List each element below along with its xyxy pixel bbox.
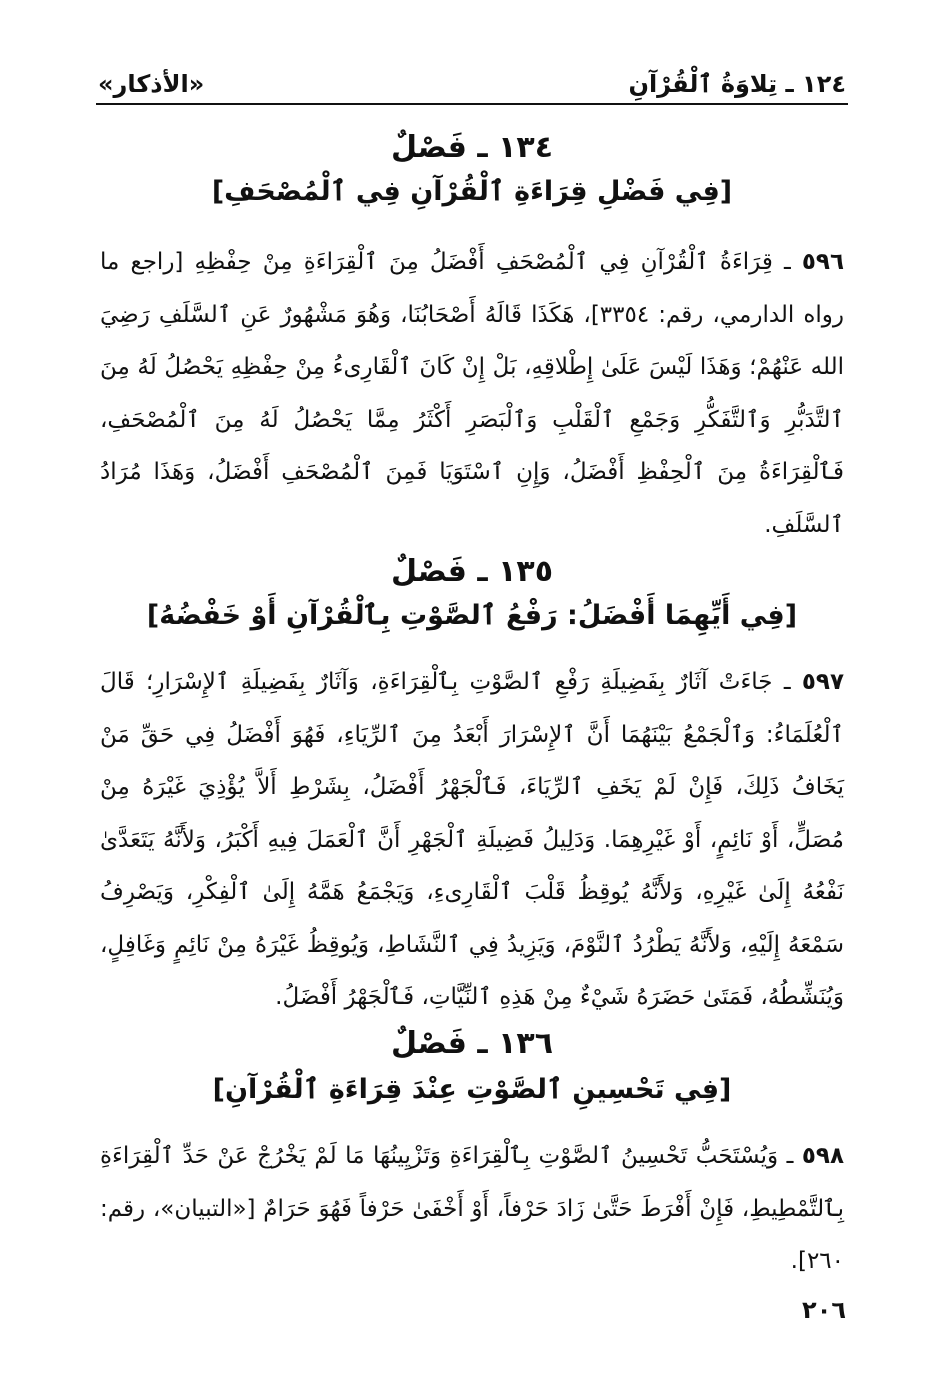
page-number: ٢٠٦ — [802, 1296, 846, 1324]
header-divider — [96, 103, 848, 105]
paragraph-596 — [100, 236, 844, 551]
paragraph-text: ـ جَاءَتْ آثَارٌ بِفَضِيلَةِ رَفْعِ ٱلصَّوْتِ بِٱلْقِرَاءَةِ، وَآثَارٌ بِفَضِيلَةِ ٱلإِسْرَارِ؛ قَالَ ٱلْعُلَمَاءُ: وَٱلْجَمْعُ بَيْنَهُمَا أَنَّ ٱلإِسْرَارَ أَبْعَدُ مِنَ ٱلرِّيَاءِ، فَهُوَ أَفْضَلُ فِي حَقِّ مَنْ يَخَافُ ذَلِكَ، فَإِنْ لَمْ يَخَفِ ٱلرِّيَاءَ، فَٱلْجَهْرُ أَفْضَلُ، بِشَرْطِ أَلاَّ يُؤْذِيَ غَيْرَهُ مِنْ مُصَلٍّ، أَوْ نَائِمٍ، أَوْ غَيْرِهِمَا. وَدَلِيلُ فَضِيلَةِ ٱلْجَهْرِ أَنَّ ٱلْعَمَلَ فِيهِ أَكْبَرُ، وَلأَنَّهُ يَتَعَدَّىٰ نَفْعُهُ إِلَىٰ غَيْرِهِ، وَلأَنَّهُ يُوقِظُ قَلْبَ ٱلْقَارِىءِ، وَيَجْمَعُ هَمَّهُ إِلَىٰ ٱلْفِكْرِ، وَيَصْرِفُ سَمْعَهُ إِلَيْهِ، وَلأَنَّهُ يَطْرُدُ ٱلنَّوْمَ، وَيَزِيدُ فِي ٱلنَّشَاطِ، وَيُوقِظُ غَيْرَهُ مِنْ نَائِمٍ وَغَافِلٍ، وَيُنَشِّطُهُ، فَمَتَىٰ حَضَرَهُ شَيْءٌ مِنْ هَذِهِ ٱلنِّيَّاتِ، فَٱلْجَهْرُ أَفْضَلُ. — [100, 669, 844, 1010]
paragraph-597 — [100, 656, 844, 1024]
paragraph-number: ٥٩٧ — [801, 669, 844, 695]
section-134-title: ١٣٤ ـ فَصْلٌ — [390, 130, 554, 165]
section-134-subtitle: [فِي فَضْلِ قِرَاءَةِ ٱلْقُرْآنِ فِي ٱلْمُصْحَفِ] — [211, 176, 733, 207]
section-136-title: ١٣٦ ـ فَصْلٌ — [390, 1026, 554, 1061]
section-135-subtitle: [فِي أَيِّهِمَا أَفْضَلُ: رَفْعُ ٱلصَّوْتِ بِٱلْقُرْآنِ أَوْ خَفْضُهُ] — [146, 600, 798, 631]
running-header — [98, 66, 846, 102]
paragraph-598 — [100, 1130, 844, 1288]
section-135-title: ١٣٥ ـ فَصْلٌ — [390, 554, 554, 589]
paragraph-text: ـ قِرَاءَةُ ٱلْقُرْآنِ فِي ٱلْمُصْحَفِ أَفْضَلُ مِنَ ٱلْقِرَاءَةِ مِنْ حِفْظِهِ [راجع ما رواه الدارمي، رقم: ٣٣٥٤]، هَكَذَا قَالَهُ أَصْحَابُنَا، وَهُوَ مَشْهُورٌ عَنِ ٱلسَّلَفِ رَضِيَ الله عَنْهُمْ؛ وَهَذَا لَيْسَ عَلَىٰ إِطْلاقِهِ، بَلْ إِنْ كَانَ ٱلْقَارِىءُ مِنْ حِفْظِهِ يَحْصُلُ لَهُ مِنَ ٱلتَّدَبُّرِ وَٱلتَّفَكُّرِ وَجَمْعِ ٱلْقَلْبِ وَٱلْبَصَرِ أَكْثَرُ مِمَّا يَحْصُلُ لَهُ مِنَ ٱلْمُصْحَفِ، فَٱلْقِرَاءَةُ مِنَ ٱلْحِفْظِ أَفْضَلُ، وَإِنِ ٱسْتَوَيَا فَمِنَ ٱلْمُصْحَفِ أَفْضَلُ، وَهَذَا مُرَادُ ٱلسَّلَفِ. — [100, 249, 844, 538]
paragraph-number: ٥٩٨ — [801, 1143, 844, 1169]
section-136-subtitle: [فِي تَحْسِينِ ٱلصَّوْتِ عِنْدَ قِرَاءَةِ ٱلْقُرْآنِ] — [212, 1074, 732, 1105]
paragraph-number: ٥٩٦ — [801, 249, 844, 275]
paragraph-text: ـ وَيُسْتَحَبُّ تَحْسِينُ ٱلصَّوْتِ بِٱلْقِرَاءَةِ وَتَزْيِينُهَا مَا لَمْ يَخْرُجْ عَنْ حَدِّ ٱلْقِرَاءَةِ بِٱلتَّمْطِيطِ، فَإِنْ أَفْرَطَ حَتَّىٰ زَادَ حَرْفاً، أَوْ أَخْفَىٰ حَرْفاً فَهُوَ حَرَامٌ [«التبيان»، رقم: ٢٦٠]. — [100, 1143, 844, 1274]
header-chapter-title: ١٢٤ ـ تِلاوَةُ ٱلْقُرْآنِ — [628, 70, 846, 98]
header-book-title: «الأذكار» — [98, 70, 205, 98]
